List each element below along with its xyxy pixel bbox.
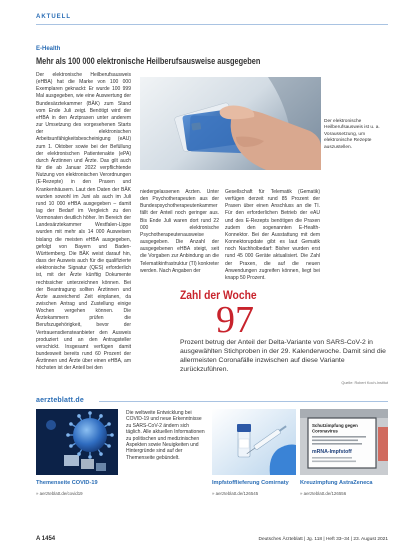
- section-label: AKTUELL: [36, 14, 71, 20]
- thumbnail-covid-19: [36, 409, 118, 475]
- article-headline: Mehr als 100 000 elektronische Heilberufsausweise ausgegeben: [36, 56, 261, 66]
- online-item-link-1: » aerzteblatt.de/covid19: [36, 491, 83, 496]
- online-item-link-3: » aerzteblatt.de/126556: [300, 491, 347, 496]
- article-column-3: Gesellschaft für Telematik (Gematik) verfügen derzeit rund 85 Prozent der Praxen über einen Anschluss an die TI. Für den erforderlichen Betrieb der eAU und des E-Rezepts benötigen die Praxen zudem den sogenannten E-Health-Konnektor. Bei der Ausstattung mit dem Konnektorupdate gibt es laut Gematik noch Nachholbedarf: Bisher wurden erst rund 45 000 Geräte aktualisiert. Die Zahl der Praxen, die auf die neuen Anwendungen zugreifen können, liegt bei knapp 50 Prozent.: [225, 189, 320, 281]
- footer-publication: Deutsches Ärzteblatt | Jg. 118 | Heft 33–34 | 23. August 2021: [258, 537, 388, 542]
- number-of-week-heading: Zahl der Woche: [180, 288, 257, 302]
- online-item-title-2: Impfstofflieferung Comirnaty: [212, 480, 289, 486]
- article-kicker: E-Health: [36, 46, 61, 52]
- number-of-week-text: Prozent betrug der Anteil der Delta-Variante von SARS-CoV-2 in ausgewählten Stichproben in der 29. Kalenderwoche. Damit sind die allermeisten Coronafälle inzwischen auf diese Variante zurückzuführen.: [180, 339, 386, 373]
- article-photo-heilberufsausweis: [140, 77, 321, 170]
- number-of-week-source: Quelle: Robert Koch-Institut: [341, 381, 388, 385]
- number-of-week-value: 97: [216, 299, 254, 341]
- thumbnail-kreuzimpfung-sign: [300, 409, 388, 475]
- online-section-label: aerzteblatt.de: [36, 397, 84, 404]
- footer-page-number: A 1454: [36, 536, 56, 542]
- online-item-title-1: Themenseite COVID-19: [36, 480, 98, 486]
- online-item-title-3: Kreuzimpfung AstraZeneca: [300, 480, 373, 486]
- online-item-link-2: » aerzteblatt.de/126545: [212, 491, 259, 496]
- sign-text-line-3: mRNA-Impfstoff: [312, 449, 352, 455]
- article-column-2: niedergelassenen Ärzten. Unter den Psychotherapeuten aus der Bundespsychotherapeutenkammer fällt der Anteil noch geringer aus. Bis Ende Juli waren dort rund 22 000 elektronische Psychotherapeutenausweise ausgegeben. Die Anzahl der ausgegebenen eHBA steigt, seit die Vorgaben zur Anbindung an die Telematikinfrastruktur (TI) konkreter werden. Nach Angaben der: [140, 189, 219, 274]
- sign-text-line-1: Schutzimpfung gegen: [312, 423, 358, 428]
- section-rule: [36, 24, 388, 25]
- online-teaser: Die weltweite Entwicklung bei COVID-19 und neue Erkenntnisse zu SARS-CoV-2 ändern sich täglich. Alle aktuellen Informationen zu politischen und medizinischen Aspekten sowie Neuigkeiten und Hintergründe sind auf der Themenseite gebündelt.: [126, 410, 205, 461]
- article-photo-caption: Der elektronische Heilberufsausweis ist u. a. Voraussetzung, um elektronische Rezepte auszustellen.: [324, 119, 380, 150]
- online-section-rule: [99, 401, 388, 402]
- sign-text-line-2: Coronavirus: [312, 428, 338, 434]
- article-column-1: Der elektronische Heilberufsausweis (eHBA) hat die Marke von 100 000 Exemplaren geknackt: Er wurde 100 999 Mal ausgegeben, wie eine Auswertung der Bundesärztekammer (BÄK) zum Stand vom Ende Juli zeigt. Benötigt wird der eHBA in den Arztpraxen unter anderem zur Umsetzung des vorgesehenen Starts der elektronischen Arbeitsunfähigkeitsbescheinigung (eAU) zum 1. Oktober sowie bei der Befüllung der elektronischen Patientenakte (ePA) durch Ärztinnen und Ärzte. Das gilt auch für die ab Januar 2022 verpflichtende Nutzung von elektronischen Verordnungen (E-Rezepte) in den Praxen und Krankenhäusern. Laut den Daten der BÄK wurden sowohl im Juni als auch im Juli rund 10 000 eHBA ausgegeben – damit lag der Bedarf im Vergleich zu den Vormonaten deutlich höher. Im Bereich der Landesärztekammer Westfalen-Lippe wurden mit mehr als 14 000 Ausweisen bislang die meisten eHBA ausgegeben, gefolgt von Bayern und Baden-Württemberg. Die BÄK weist darauf hin, dass der Ausweis auch für die qualifizierte elektronische Signatur (QES) erforderlich ist, mit der Ärzte künftig Dokumente rechtssicher unterzeichnen können. Bei der Beantragung sollten Ärztinnen und Ärzte ausreichend Zeit einplanen, da zwischen Antrag und Zustellung einige Wochen vergehen können. Die Ärztekammern prüfen die Berufszugehörigkeit, bevor der Vertrauensdiensteanbieter den Ausweis produziert und an den Antragsteller verschickt. Insgesamt verfügen damit bundesweit bereits rund 60 Prozent der Ärztinnen und Ärzte über einen eHBA, am höchsten ist der Anteil bei den: [36, 72, 131, 372]
- thumbnail-comirnaty-vial: [212, 409, 296, 475]
